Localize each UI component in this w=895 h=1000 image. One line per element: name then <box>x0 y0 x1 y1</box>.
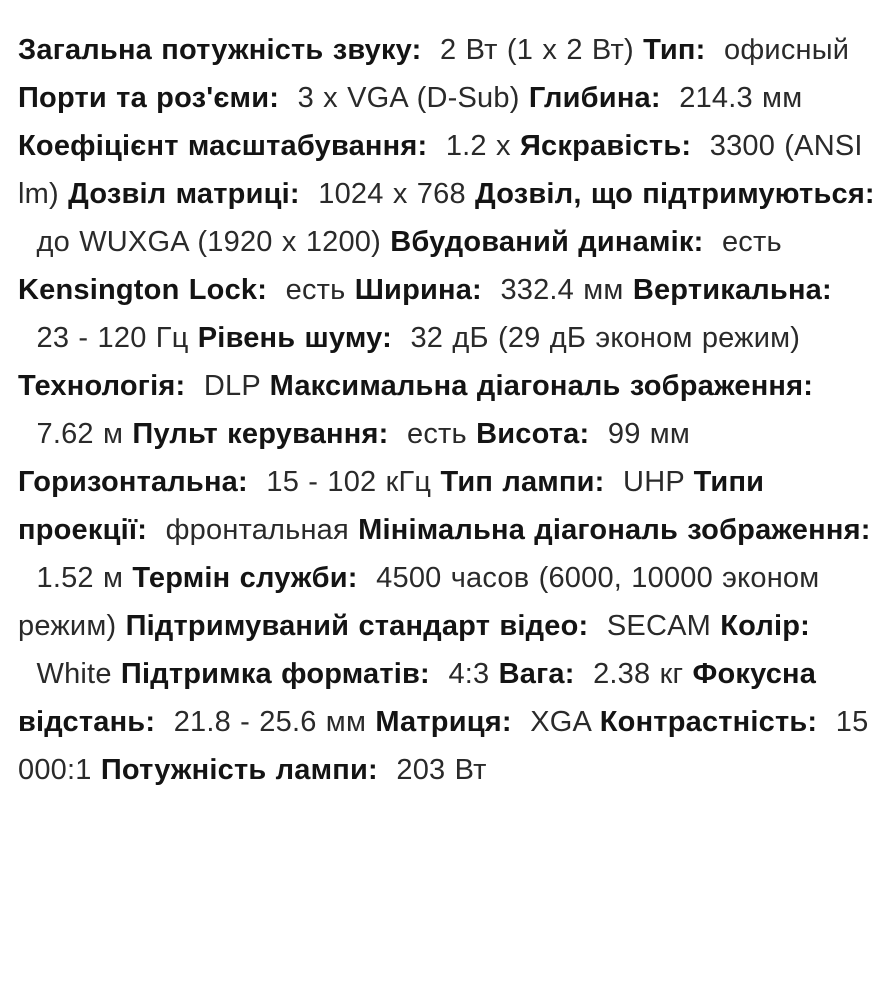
spec-value: White <box>36 658 112 690</box>
spec-label: Глибина: <box>528 82 661 114</box>
spec-label: Загальна потужність звуку: <box>18 34 422 66</box>
spec-value: 332.4 мм <box>500 274 624 306</box>
spec-value: 99 мм <box>607 418 691 450</box>
spec-value: 7.62 м <box>36 418 124 450</box>
spec-label: Вага: <box>498 658 575 690</box>
spec-label: Потужність лампи: <box>100 754 378 786</box>
spec-label: Колір: <box>720 610 811 642</box>
spec-label: Тип: <box>643 34 706 66</box>
spec-value: 15 000:1 <box>18 706 869 786</box>
spec-value: 3300 (ANSI lm) <box>18 130 863 210</box>
spec-value: 21.8 - 25.6 мм <box>173 706 367 738</box>
spec-label: Фокусна відстань: <box>18 658 817 738</box>
spec-value: есть <box>406 418 467 450</box>
spec-item <box>476 418 690 450</box>
spec-value: 203 Вт <box>396 754 487 786</box>
spec-label: Матриця: <box>375 706 512 738</box>
spec-item <box>68 178 475 210</box>
spec-value: SECAM <box>606 610 712 642</box>
spec-label: Підтримка форматів: <box>120 658 430 690</box>
spec-label: Технологія: <box>18 370 186 402</box>
spec-value: есть <box>721 226 782 258</box>
spec-item <box>643 34 849 66</box>
spec-list <box>18 26 880 794</box>
spec-value: есть <box>285 274 346 306</box>
spec-value: DLP <box>203 370 261 402</box>
spec-label: Мінімальна діагональ зображення: <box>358 514 871 546</box>
spec-value: 214.3 мм <box>679 82 803 114</box>
spec-label: Яскравість: <box>519 130 692 162</box>
spec-label: Вбудований динамік: <box>390 226 704 258</box>
spec-value: 1.2 x <box>445 130 511 162</box>
spec-label: Kensington Lock: <box>18 274 268 306</box>
spec-value: UHP <box>623 466 685 498</box>
spec-item <box>126 610 721 642</box>
spec-label: Підтримуваний стандарт відео: <box>125 610 589 642</box>
spec-item <box>441 466 694 498</box>
spec-label: Порти та роз'єми: <box>18 82 280 114</box>
spec-item <box>18 34 643 66</box>
spec-value: XGA <box>530 706 591 738</box>
spec-value: 1024 x 768 <box>318 178 466 210</box>
spec-value: 3 x VGA (D-Sub) <box>297 82 520 114</box>
spec-label: Вертикальна: <box>632 274 832 306</box>
spec-value: 2 Вт (1 x 2 Вт) <box>440 34 634 66</box>
spec-value: до WUXGA (1920 x 1200) <box>36 226 381 258</box>
spec-label: Максимальна діагональ зображення: <box>269 370 814 402</box>
spec-label: Тип лампи: <box>440 466 605 498</box>
spec-label: Рівень шуму: <box>197 322 392 354</box>
spec-label: Ширина: <box>354 274 482 306</box>
spec-item <box>18 466 441 498</box>
spec-item <box>499 658 693 690</box>
spec-item <box>121 658 499 690</box>
spec-label: Горизонтальна: <box>18 466 248 498</box>
spec-value: 23 - 120 Гц <box>36 322 189 354</box>
spec-item <box>18 370 270 402</box>
spec-item <box>18 130 520 162</box>
spec-label: Типи проекції: <box>18 466 765 546</box>
spec-label: Висота: <box>476 418 590 450</box>
spec-item <box>132 418 476 450</box>
spec-item <box>375 706 599 738</box>
spec-value: 1.52 м <box>36 562 124 594</box>
spec-item <box>18 82 529 114</box>
spec-value: офисный <box>724 34 850 66</box>
spec-label: Контрастність: <box>599 706 818 738</box>
spec-item <box>101 754 487 786</box>
spec-value: 2.38 кг <box>593 658 684 690</box>
spec-value: 32 дБ (29 дБ эконом режим) <box>410 322 801 354</box>
spec-value: 4:3 <box>448 658 490 690</box>
spec-item <box>355 274 633 306</box>
spec-value: 15 - 102 кГц <box>266 466 432 498</box>
spec-label: Пульт керування: <box>132 418 389 450</box>
spec-item <box>390 226 782 258</box>
spec-item <box>18 274 355 306</box>
spec-item <box>198 322 800 354</box>
spec-label: Дозвіл, що підтримуються: <box>475 178 875 210</box>
spec-label: Дозвіл матриці: <box>68 178 300 210</box>
spec-label: Коефіцієнт масштабування: <box>18 130 428 162</box>
spec-label: Термін служби: <box>132 562 358 594</box>
spec-value: фронтальная <box>165 514 349 546</box>
spec-value: 4500 часов (6000, 10000 эконом режим) <box>18 562 820 642</box>
spec-item <box>529 82 803 114</box>
